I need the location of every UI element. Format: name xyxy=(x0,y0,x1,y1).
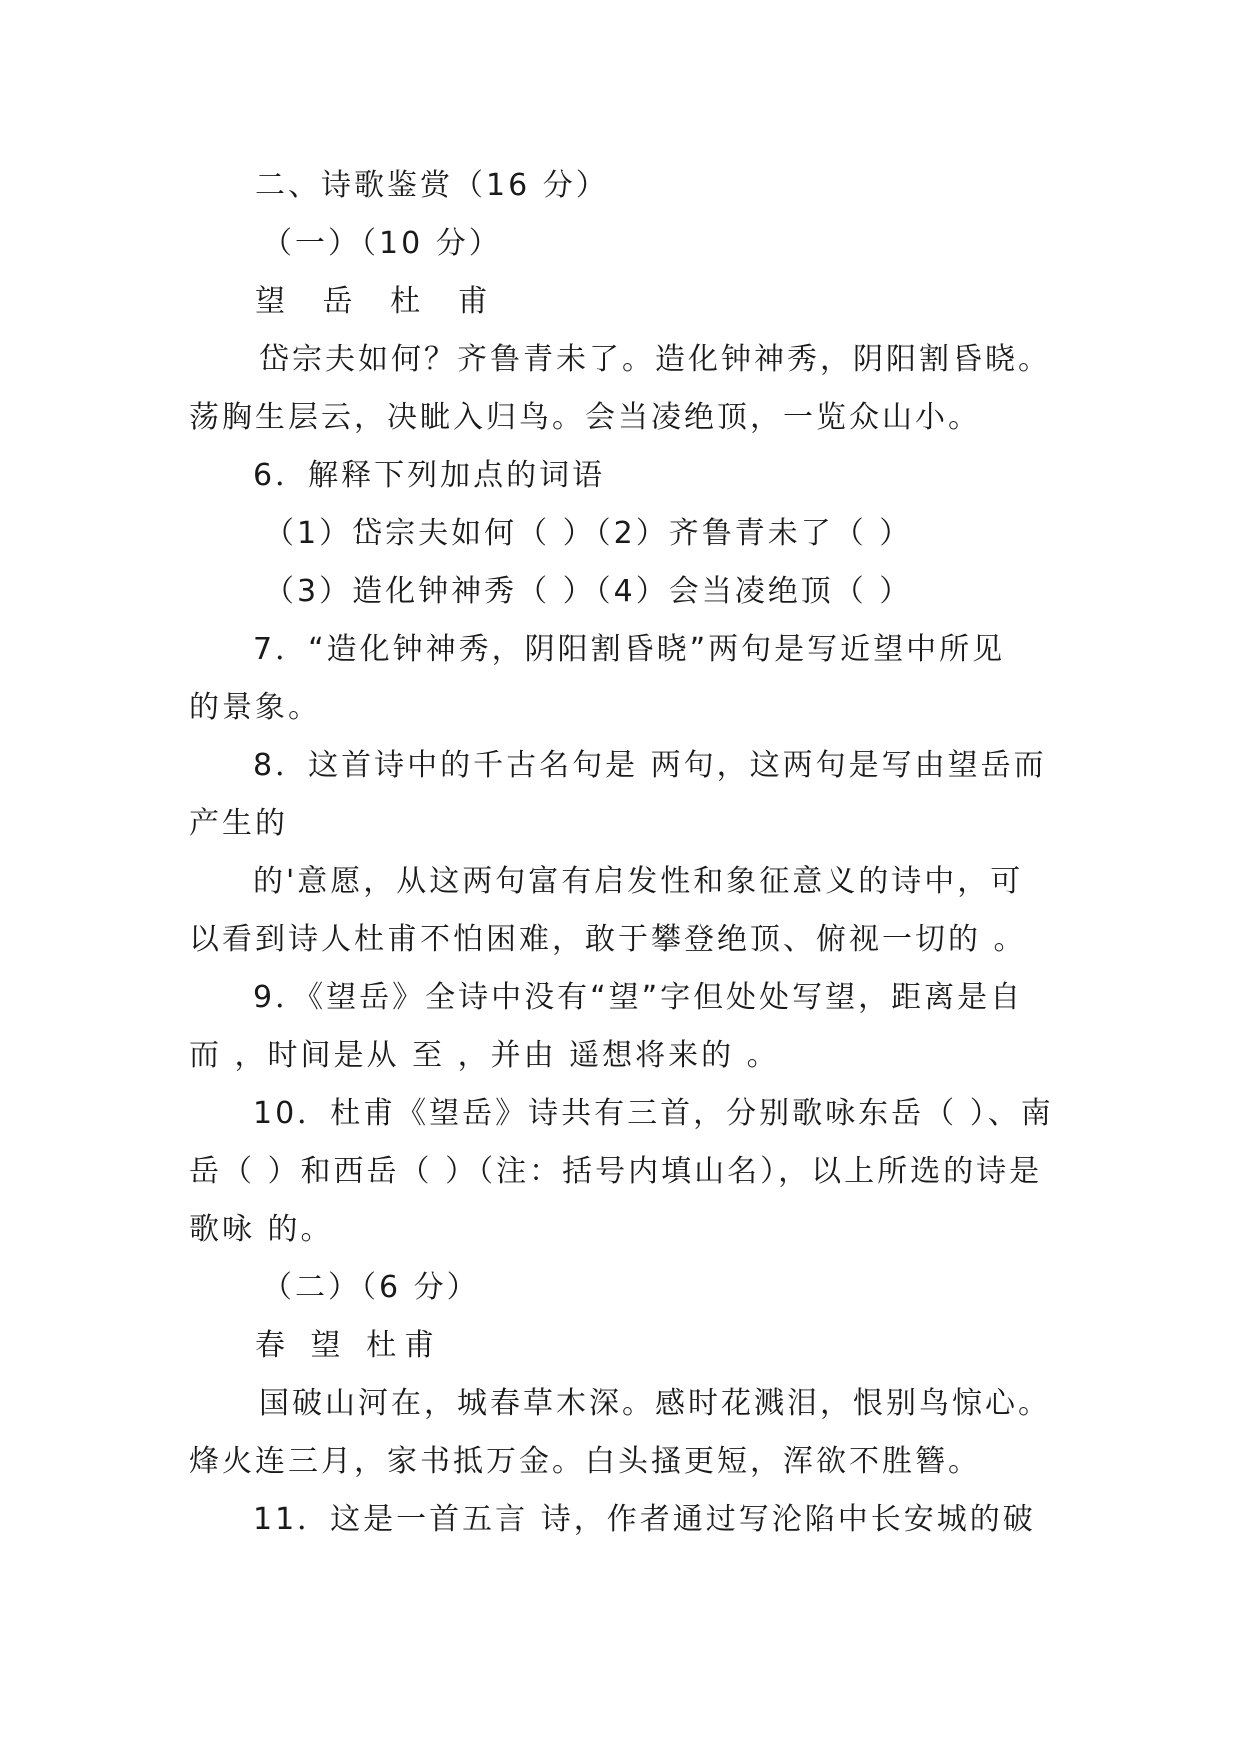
poem-line: 荡胸生层云，决眦入归鸟。会当凌绝顶，一览众山小。 xyxy=(189,400,981,435)
question-6-items: （3）造化钟神秀（ ）（4）会当凌绝顶（ ） xyxy=(264,574,913,609)
question-7: 7．“造化钟神秀，阴阳割昏晓”两句是写近望中所见 xyxy=(253,632,1006,667)
part-two-heading: （二）（6 分） xyxy=(262,1270,480,1305)
question-10: 10．杜甫《望岳》诗共有三首，分别歌咏东岳（ ）、南 xyxy=(253,1096,1054,1131)
question-8-continued: 以看到诗人杜甫不怕困难，敢于攀登绝顶、俯视一切的 。 xyxy=(189,922,1027,957)
question-10-continued: 歌咏 的。 xyxy=(189,1212,334,1247)
question-8-continued: 的'意愿，从这两句富有启发性和象征意义的诗中，可 xyxy=(253,864,1024,899)
question-6-items: （1）岱宗夫如何（ ）（2）齐鲁青未了（ ） xyxy=(264,516,913,551)
question-6: 6．解释下列加点的词语 xyxy=(253,458,606,493)
question-9-continued: 而 ，时间是从 至 ，并由 遥想将来的 。 xyxy=(189,1038,780,1073)
poem-title-chunwang: 春 望 杜甫 xyxy=(255,1328,443,1363)
part-one-heading: （一）（10 分） xyxy=(262,226,502,261)
question-8: 8．这首诗中的千古名句是 两句，这两句是写由望岳而 xyxy=(253,748,1047,783)
poem-title-wangyue: 望 岳 杜 甫 xyxy=(255,284,502,319)
question-11: 11．这是一首五言 诗，作者通过写沦陷中长安城的破 xyxy=(253,1502,1036,1537)
poem-line: 岱宗夫如何？齐鲁青未了。造化钟神秀，阴阳割昏晓。 xyxy=(259,342,1051,377)
poem-line: 烽火连三月，家书抵万金。白头搔更短，浑欲不胜簪。 xyxy=(189,1444,981,1479)
question-7-continued: 的景象。 xyxy=(189,690,321,725)
question-8-continued: 产生的 xyxy=(189,806,288,841)
section-heading-poetry-appreciation: 二、诗歌鉴赏（16 分） xyxy=(255,168,609,203)
question-9: 9．《望岳》全诗中没有“望”字但处处写望，距离是自 xyxy=(253,980,1024,1015)
question-10-continued: 岳（ ）和西岳（ ）（注：括号内填山名），以上所选的诗是 xyxy=(189,1154,1043,1189)
poem-line: 国破山河在，城春草木深。感时花溅泪，恨别鸟惊心。 xyxy=(259,1386,1051,1421)
